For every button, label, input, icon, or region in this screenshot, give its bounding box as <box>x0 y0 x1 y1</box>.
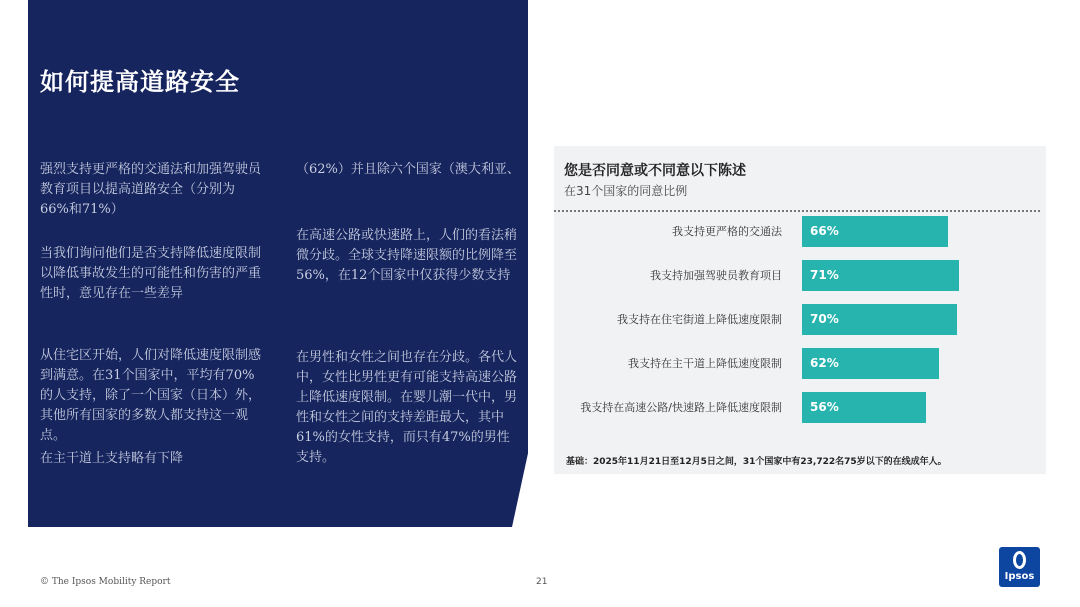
col2-paragraph-2: 在高速公路或快速路上，人们的看法稍微分歧。全球支持降速限额的比例降至56%，在12个国家中仅获得少数支持 <box>296 228 518 283</box>
page-title: 如何提高道路安全 <box>40 68 240 96</box>
col1-paragraph-2: 当我们询问他们是否支持降低速度限制以降低事故发生的可能性和伤害的严重性时，意见存在一些差异 <box>40 246 262 301</box>
ipsos-logo <box>999 547 1040 587</box>
dotted-divider <box>554 210 1040 212</box>
col1-paragraph-1: 强烈支持更严格的交通法和加强驾驶员教育项目以提高道路安全（分别为66%和71%） <box>40 162 262 217</box>
bar-value-label: 56% <box>810 400 839 414</box>
bar-category-label: 我支持更严格的交通法 <box>672 225 782 238</box>
bar-value-label: 62% <box>810 356 839 370</box>
logo-text: Ipsos <box>1004 571 1035 582</box>
bar-category-label: 我支持在住宅街道上降低速度限制 <box>617 313 782 326</box>
copyright-text: © The Ipsos Mobility Report <box>40 577 171 587</box>
page-number: 21 <box>536 577 548 587</box>
bar-category-label: 我支持加强驾驶员教育项目 <box>650 269 782 282</box>
col1-paragraph-4: 在主干道上支持略有下降 <box>40 451 184 466</box>
bar-category-label: 我支持在高速公路/快速路上降低速度限制 <box>580 401 782 414</box>
bar-mark <box>802 304 957 335</box>
bar-mark <box>802 392 926 423</box>
col1-paragraph-3: 从住宅区开始，人们对降低速度限制感到满意。在31个国家中，平均有70%的人支持，除了一个国家（日本）外，其他所有国家的多数人都支持这一观点。 <box>40 348 262 443</box>
bar-value-label: 71% <box>810 268 839 282</box>
col2-paragraph-3: 在男性和女性之间也存在分歧。各代人中，女性比男性更有可能支持高速公路上降低速度限制。在婴儿潮一代中，男性和女性之间的支持差距最大，其中61%的女性支持，而只有47%的男性支持。 <box>296 350 518 465</box>
bar-value-label: 70% <box>810 312 839 326</box>
bar-category-label: 我支持在主干道上降低速度限制 <box>628 357 782 370</box>
bar-mark <box>802 348 939 379</box>
chart-title: 您是否同意或不同意以下陈述 <box>564 163 746 179</box>
bar-value-label: 66% <box>810 224 839 238</box>
bar-mark <box>802 260 959 291</box>
chart-footnote: 基础：2025年11月21日至12月5日之间，31个国家中有23,722名75岁以下的在线成年人。 <box>566 457 947 467</box>
chart-subtitle: 在31个国家的同意比例 <box>564 184 688 198</box>
col2-paragraph-1: （62%）并且除六个国家（澳大利亚、 <box>296 162 520 177</box>
chart-card <box>554 146 1046 474</box>
bar-mark <box>802 216 948 247</box>
logo-mark-icon <box>1013 551 1026 569</box>
